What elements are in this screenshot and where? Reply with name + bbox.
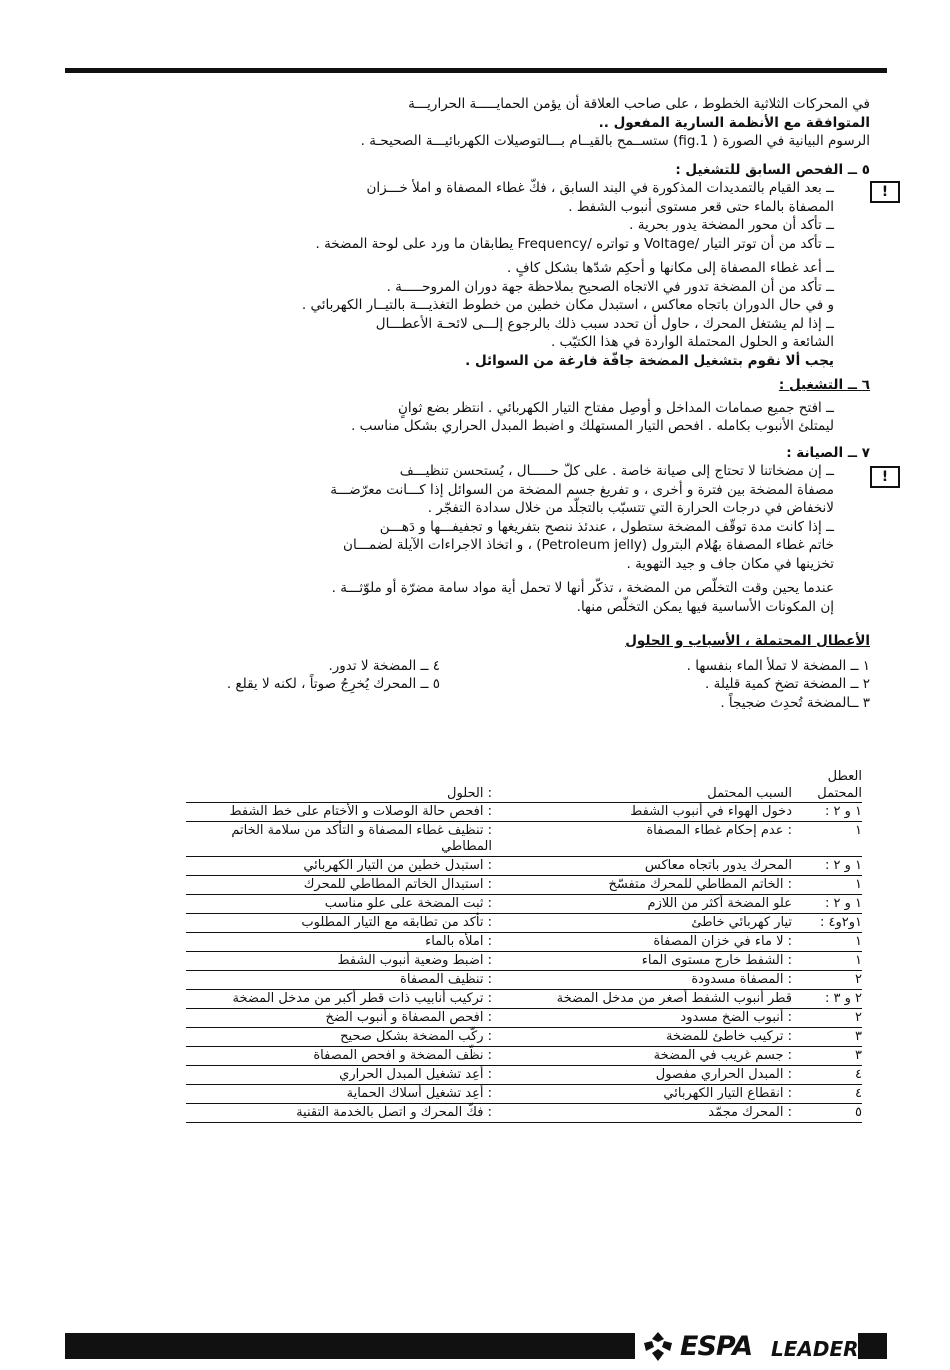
text-line: مصفاة المضخة بين فترة و أخرى ، و تفريغ جسم المضخة من السوائل إذا كـــانت معرّضـــة — [330, 481, 834, 498]
cell-fault: ١ و ٢ : — [824, 896, 862, 911]
cell-fault: ٤ — [855, 1086, 862, 1101]
faults-list — [100, 657, 870, 713]
text-line: خاتم غطاء المصفاة بهُلام البترول (Petroleum jelly) ، و اتخاذ الاجراءات الآيلة لضمـــان — [343, 537, 834, 553]
cell-solution: : تركيب أنابيب ذات قطر أكبر من مدخل المضخة — [232, 991, 492, 1006]
fault-item: ٥ ــ المحرك يُخرِجُ صوتاً ، لكنه لا يقلع . — [226, 676, 440, 692]
table-row — [186, 1009, 862, 1028]
fault-item: ١ ــ المضخة لا تملأ الماء بنفسها . — [686, 657, 870, 674]
cell-cause: : المبدل الحراري مفصول — [655, 1067, 792, 1082]
cell-solution: : افحص المصفاة و أنبوب الضخ — [325, 1010, 492, 1025]
table-body — [186, 803, 862, 1123]
cell-solution: : ثبت المضخة على علو مناسب — [324, 896, 492, 911]
cell-fault: ١ — [855, 877, 862, 892]
espa-logo-icon — [638, 1329, 678, 1363]
cell-solution: : أعِد تشغيل المبدل الحراري — [339, 1067, 492, 1082]
cell-cause: : جسم غريب في المضخة — [653, 1048, 792, 1063]
text-line: الشائعة و الحلول المحتملة الواردة في هذا الكتيّب . — [550, 334, 834, 350]
cell-solution: : تنظيف المصفاة — [400, 972, 492, 987]
footer-bar-end — [858, 1333, 887, 1359]
table-row — [186, 914, 862, 933]
section-6-title: ٦ ــ التشغيل : — [778, 377, 870, 393]
warning-icon: ! — [870, 466, 900, 488]
section-6-body — [100, 399, 870, 436]
cell-cause: : لا ماء في خزان المصفاة — [653, 934, 792, 949]
table-header-fault: المحتمل — [817, 786, 862, 801]
cell-cause: علو المضخة أكثر من اللازم — [647, 896, 792, 911]
cell-fault: ٥ — [855, 1105, 862, 1120]
cell-solution: : استبدال الخاتم المطاطي للمحرك — [303, 877, 492, 892]
cell-fault: ١ و ٢ : — [824, 858, 862, 873]
cell-fault: ٢ و ٣ : — [824, 991, 862, 1006]
cell-cause: : المحرك مجمّد — [708, 1105, 792, 1120]
cell-cause: : الخاتم المطاطي للمحرك متفسّخ — [608, 877, 792, 892]
table-header-cause: السبب المحتمل — [707, 786, 792, 801]
troubleshooting-table — [186, 768, 862, 1123]
table-row — [186, 1047, 862, 1066]
cell-solution: : افحص حالة الوصلات و الأختام على خط الشفط — [229, 804, 492, 819]
table-row — [186, 971, 862, 990]
cell-fault: ١ — [855, 934, 862, 949]
text-line: ــ تأكد من أن المضخة تدور في الاتجاه الصحيح بملاحظة جهة دوران المروحـــــة . — [386, 278, 834, 295]
cell-fault: ١ — [855, 953, 862, 968]
section-7-title: ٧ ــ الصيانة : — [786, 444, 870, 461]
faults-heading: الأعطال المحتملة ، الأسباب و الحلول — [625, 633, 870, 649]
fault-item: ٤ ــ المضخة لا تدور. — [328, 657, 440, 674]
text-line: ــ إذا لم يشتغل المحرك ، حاول أن تحدد سبب ذلك بالرجوع إلـــى لائحـة الأعطـــال — [375, 315, 834, 332]
cell-fault: ٣ — [855, 1048, 862, 1063]
cell-solution: : تنظيف غطاء المصفاة و التأكد من سلامة الخاتم المطاطي — [231, 823, 492, 854]
manual-page — [100, 95, 889, 712]
section-5-body — [100, 179, 889, 370]
cell-cause: : انقطاع التيار الكهربائي — [663, 1086, 792, 1101]
table-row — [186, 952, 862, 971]
text-line: ــ تأكد من أن توتر التيار /Voltage و تواتره /Frequency يطابقان ما ورد على لوحة المضخة . — [315, 235, 834, 252]
text-line: ــ إن مضخاتنا لا تحتاج إلى صيانة خاصة . على كلّ حـــــال ، يُستحسن تنظيـــف — [399, 463, 834, 479]
cell-solution: : ركّب المضخة بشكل صحيح — [340, 1029, 492, 1044]
text-line: لانخفاض في درجات الحرارة التي تتسبّب بالتجلّد من خلال سدادة التفجّر . — [427, 500, 834, 516]
cell-cause: : أنبوب الضخ مسدود — [680, 1010, 792, 1025]
table-row — [186, 803, 862, 822]
intro-paragraph — [100, 95, 870, 151]
text-line: ــ بعد القيام بالتمديدات المذكورة في البند السابق ، فكّ غطاء المصفاة و املأ خـــزان — [366, 180, 834, 196]
table-header-solution: : الحلول — [447, 786, 492, 801]
cell-fault: ٤ — [855, 1067, 862, 1082]
cell-cause: : المصفاة مسدودة — [691, 972, 792, 987]
table-row — [186, 895, 862, 914]
dry-run-warning: يجب ألا نقوم بتشغيل المضخة جافّة فارغة من السوائل . — [465, 352, 834, 369]
text-line: و في حال الدوران باتجاه معاكس ، استبدل مكان خطين من خطوط التغذيـــة بالتيــار الكهربائي . — [301, 297, 834, 313]
cell-cause: قطر أنبوب الشفط أصغر من مدخل المضخة — [556, 991, 792, 1006]
cell-solution: : اضبط وضعية أنبوب الشفط — [337, 953, 492, 968]
section-5-title: ٥ ــ الفحص السابق للتشغيل : — [675, 161, 870, 178]
cell-fault: ١ — [855, 823, 862, 838]
top-rule — [65, 68, 887, 73]
text-line: عندما يحين وقت التخلّص من المضخة ، تذكّر أنها لا تحمل أية مواد سامة مضرّة أو ملوّثـــة . — [331, 580, 834, 596]
intro-line: الرسوم البيانية في الصورة ( fig.1) ستســمح بالقيــام بـــالتوصيلات الكهربائيـــة الصحيحـة . — [360, 133, 870, 149]
table-row — [186, 933, 862, 952]
cell-fault: ١و٢و٤ : — [819, 915, 862, 930]
intro-line: المتوافقة مع الأنظمة السارية المفعول .. — [598, 114, 870, 131]
warning-icon: ! — [870, 181, 900, 203]
text-line: ــ تأكد أن محور المضخة يدور بحرية . — [629, 217, 834, 233]
brand-leader: LEADER — [771, 1337, 859, 1361]
table-row — [186, 1104, 862, 1123]
text-line: ليمتلئ الأنبوب بكامله . افحص التيار المستهلك و اضبط المبدل الحراري بشكل مناسب . — [351, 418, 834, 434]
text-line: المصفاة بالماء حتى قعر مستوى أنبوب الشفط . — [568, 198, 834, 215]
text-line: ــ أعد غطاء المصفاة إلى مكانها و أحكِم شدّها بشكل كافٍ . — [507, 260, 834, 276]
cell-cause: : عدم إحكام غطاء المصفاة — [646, 823, 792, 838]
cell-cause: : الشفط خارج مستوى الماء — [641, 953, 792, 968]
brand-espa: ESPA — [680, 1331, 753, 1362]
table-row — [186, 1066, 862, 1085]
table-row — [186, 876, 862, 895]
text-line: ــ إذا كانت مدة توقّف المضخة ستطول ، عندئذ ننصح بتفريغها و تجفيفـــها و دَهـــن — [379, 518, 834, 535]
cell-solution: : تأكد من تطابقه مع التيار المطلوب — [301, 915, 492, 930]
text-line: ــ افتح جميع صمامات المداخل و أوصِل مفتاح التيار الكهربائي . انتظر بضع ثوانٍ — [397, 399, 834, 416]
cell-fault: ٣ — [855, 1029, 862, 1044]
table-row — [186, 990, 862, 1009]
fault-item: ٢ ــ المضخة تضخ كمية قليلة . — [705, 676, 870, 692]
footer-bar — [65, 1333, 635, 1359]
text-line: إن المكونات الأساسية فيها يمكن التخلّص منها. — [576, 598, 834, 615]
table-row — [186, 857, 862, 876]
fault-item: ٣ ــالمضخة تُحدِث ضجيجاً . — [720, 694, 870, 711]
cell-cause: : تركيب خاطئ للمضخة — [665, 1029, 792, 1044]
cell-fault: ٢ — [855, 1010, 862, 1025]
cell-cause: دخول الهواء في أنبوب الشفط — [630, 804, 792, 819]
cell-fault: ١ و ٢ : — [824, 804, 862, 819]
table-row — [186, 1028, 862, 1047]
table-row — [186, 1085, 862, 1104]
cell-cause: المحرك يدور باتجاه معاكس — [644, 858, 792, 873]
cell-solution: : املأه بالماء — [425, 934, 492, 949]
cell-solution: : أعِد تشغيل أسلاك الحماية — [346, 1086, 492, 1101]
cell-cause: تيار كهربائي خاطئ — [691, 915, 792, 930]
table-header-fault-top: العطل — [827, 769, 862, 784]
text-line: تخزينها في مكان جاف و جيد التهوية . — [626, 555, 834, 572]
cell-solution: : نظّف المضخة و افحص المصفاة — [313, 1048, 492, 1063]
cell-solution: : فكّ المحرك و اتصل بالخدمة التقنية — [296, 1105, 492, 1120]
table-row — [186, 822, 862, 857]
intro-line: في المحركات الثلاثية الخطوط ، على صاحب العلاقة أن يؤمن الحمايـــــة الحراريـــة — [408, 96, 870, 112]
cell-fault: ٢ — [855, 972, 862, 987]
cell-solution: : استبدل خطين من التيار الكهربائي — [303, 858, 492, 873]
section-7-body — [100, 462, 889, 616]
table-header — [186, 785, 862, 803]
